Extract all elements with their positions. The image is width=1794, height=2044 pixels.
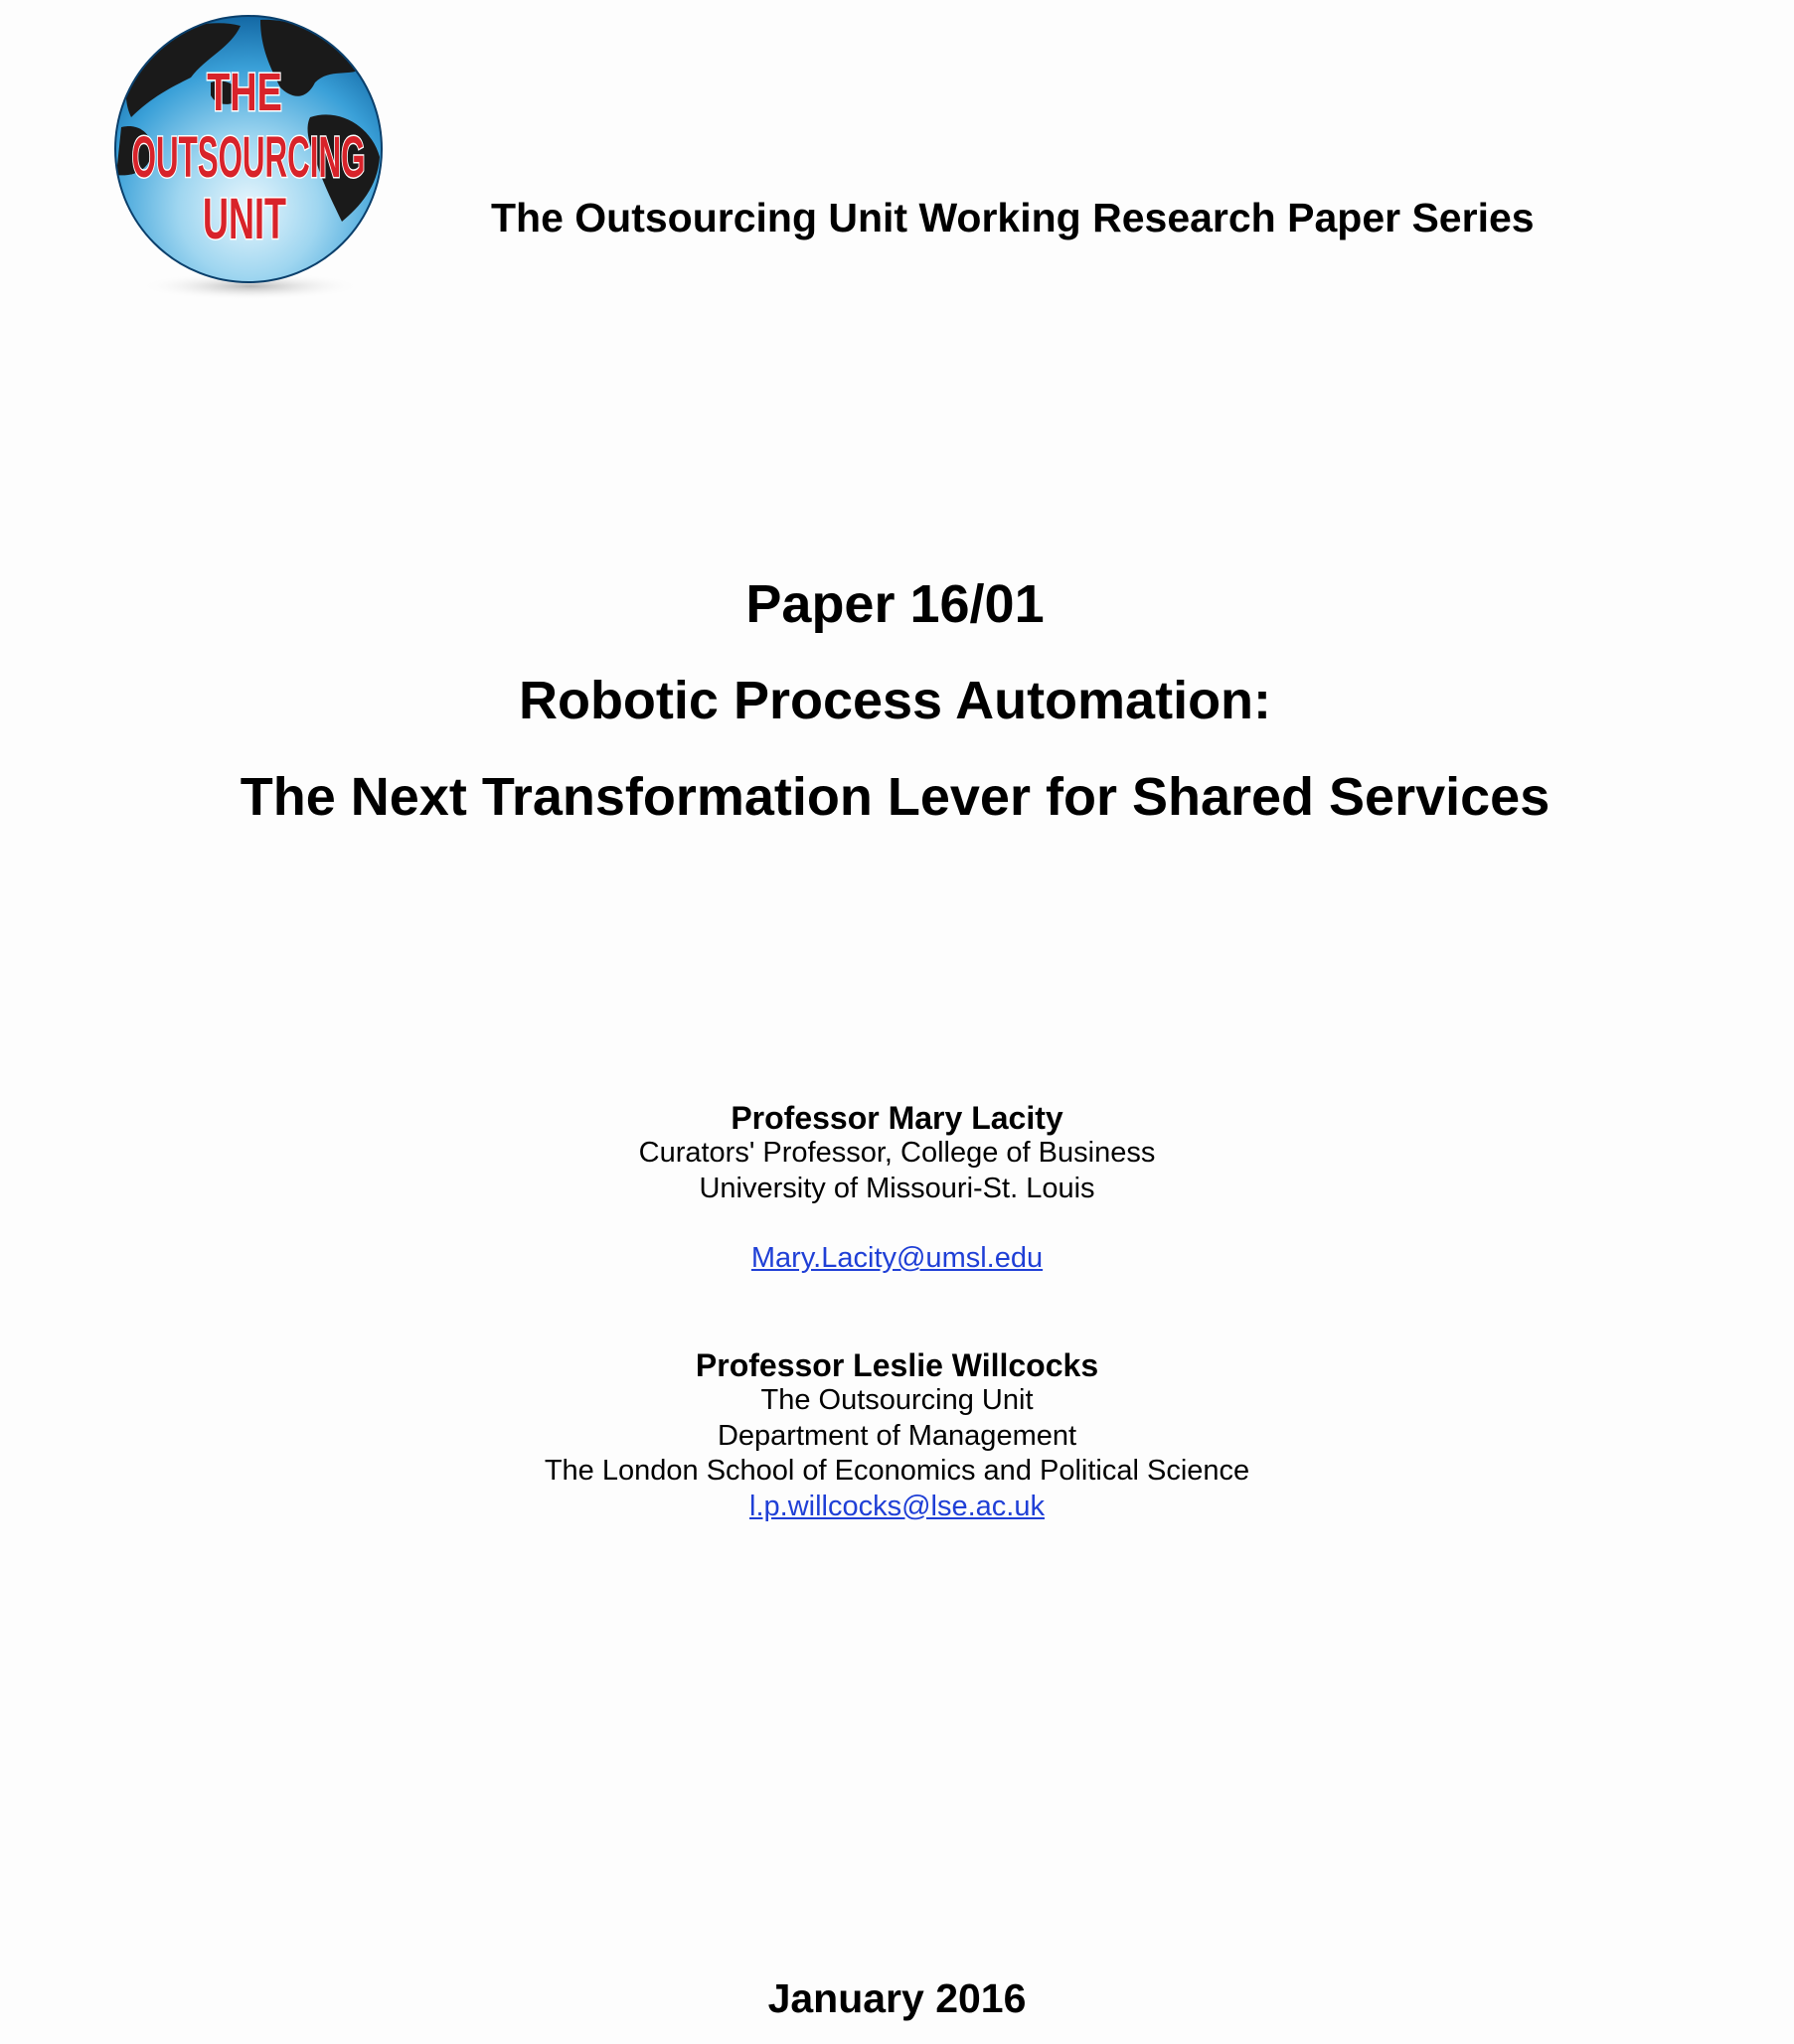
author-affiliation: Department of Management	[717, 1419, 1077, 1452]
author-affiliation: University of Missouri-St. Louis	[699, 1172, 1095, 1204]
logo-text-the: THE	[207, 62, 282, 122]
paper-title-block	[0, 556, 1794, 846]
author-name: Professor Mary Lacity	[731, 1100, 1063, 1136]
author-affiliation: The London School of Economics and Political Science	[544, 1455, 1250, 1487]
paper-number: Paper 16/01	[745, 574, 1045, 634]
author-affiliation: The Outsourcing Unit	[760, 1384, 1034, 1416]
author-affiliation: Curators' Professor, College of Business	[638, 1137, 1156, 1169]
author-email-line	[0, 1490, 1794, 1525]
author-block-lacity	[0, 1100, 1794, 1277]
author-email-link[interactable]: l.p.willcocks@lse.ac.uk	[749, 1490, 1045, 1522]
outsourcing-unit-logo	[111, 8, 386, 302]
author-block-willcocks	[0, 1347, 1794, 1524]
globe-icon	[111, 8, 386, 302]
series-title: The Outsourcing Unit Working Research Paper Series	[491, 195, 1535, 240]
logo-text-unit: UNIT	[203, 187, 286, 252]
author-email-link[interactable]: Mary.Lacity@umsl.edu	[750, 1242, 1044, 1274]
paper-title-line-2: The Next Transformation Lever for Shared Services	[240, 767, 1550, 827]
paper-title-line-1: Robotic Process Automation:	[518, 671, 1272, 730]
author-name: Professor Leslie Willcocks	[695, 1347, 1099, 1383]
author-email-line	[0, 1241, 1794, 1277]
logo-text-outsourcing: OUTSOURCING	[131, 124, 366, 190]
publication-date: January 2016	[767, 1975, 1027, 2021]
